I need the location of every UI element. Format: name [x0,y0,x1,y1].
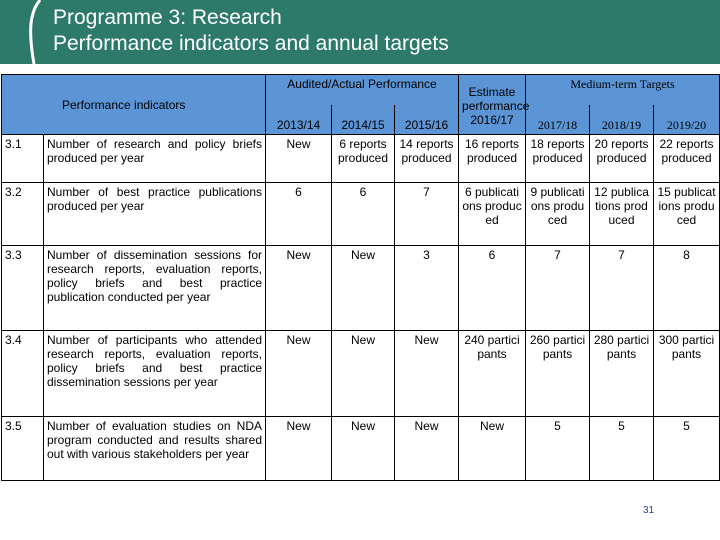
cell-2018: 7 [590,246,654,331]
cell-2013: New [266,135,332,183]
cell-2018: 5 [590,417,654,481]
row-description: Number of dissemination sessions for research reports, evaluation reports, policy briefs and best practice publication conducted per year [44,246,266,331]
year-header-2014: 2014/15 [332,105,395,135]
cell-2019: 22 reports produced [654,135,720,183]
cell-2014: 6 [332,183,395,246]
slide-title-line1: Programme 3: Research [53,6,282,29]
table-row [2,246,720,331]
row-description: Number of best practice publications produced per year [44,183,266,246]
cell-2013: 6 [266,183,332,246]
cell-2019: 15 publications produced [654,183,720,246]
table-row [2,417,720,481]
cell-2017: 9 publications produced [526,183,590,246]
cell-2013: New [266,417,332,481]
cell-2013: New [266,246,332,331]
cell-2017: 7 [526,246,590,331]
row-number: 3.2 [2,183,44,246]
cell-2018: 20 reports produced [590,135,654,183]
cell-2018: 12 publications produced [590,183,654,246]
year-header-2013: 2013/14 [266,105,332,135]
year-header-2017: 2017/18 [526,105,590,135]
page-number: 31 [643,505,655,516]
header-curve-decoration [0,0,48,64]
slide-header [0,0,720,64]
cell-2018: 280 participants [590,331,654,417]
cell-2017: 18 reports produced [526,135,590,183]
row-number: 3.4 [2,331,44,417]
cell-2016: 16 reports produced [459,135,526,183]
cell-2017: 5 [526,417,590,481]
row-description: Number of research and policy briefs produced per year [44,135,266,183]
indicators-header: Performance indicators [2,75,266,135]
cell-2016: 240 participants [459,331,526,417]
cell-2019: 5 [654,417,720,481]
cell-2015: 14 reports produced [395,135,459,183]
year-header-2019: 2019/20 [654,105,720,135]
cell-2014: New [332,417,395,481]
row-number: 3.5 [2,417,44,481]
cell-2015: 3 [395,246,459,331]
cell-2016: 6 publications produced [459,183,526,246]
year-header-2018: 2018/19 [590,105,654,135]
cell-2014: New [332,246,395,331]
medium-term-header: Medium-term Targets [526,75,720,105]
table-row [2,331,720,417]
cell-2015: New [395,417,459,481]
audited-header: Audited/Actual Performance [266,75,459,105]
row-description: Number of participants who attended research reports, evaluation reports, policy briefs and best practice dissemination sessions per year [44,331,266,417]
slide-title-line2: Performance indicators and annual targets [53,32,449,55]
slide-title [53,5,449,57]
table-row [2,183,720,246]
cell-2016: 6 [459,246,526,331]
cell-2015: New [395,331,459,417]
row-number: 3.3 [2,246,44,331]
performance-table [1,74,720,481]
cell-2013: New [266,331,332,417]
cell-2019: 300 participants [654,331,720,417]
cell-2016: New [459,417,526,481]
cell-2019: 8 [654,246,720,331]
cell-2014: New [332,331,395,417]
cell-2015: 7 [395,183,459,246]
cell-2014: 6 reports produced [332,135,395,183]
estimate-header: Estimate performance 2016/17 [459,75,526,135]
table-row [2,135,720,183]
cell-2017: 260 participants [526,331,590,417]
year-header-2015: 2015/16 [395,105,459,135]
row-description: Number of evaluation studies on NDA program conducted and results shared out with various stakeholders per year [44,417,266,481]
row-number: 3.1 [2,135,44,183]
